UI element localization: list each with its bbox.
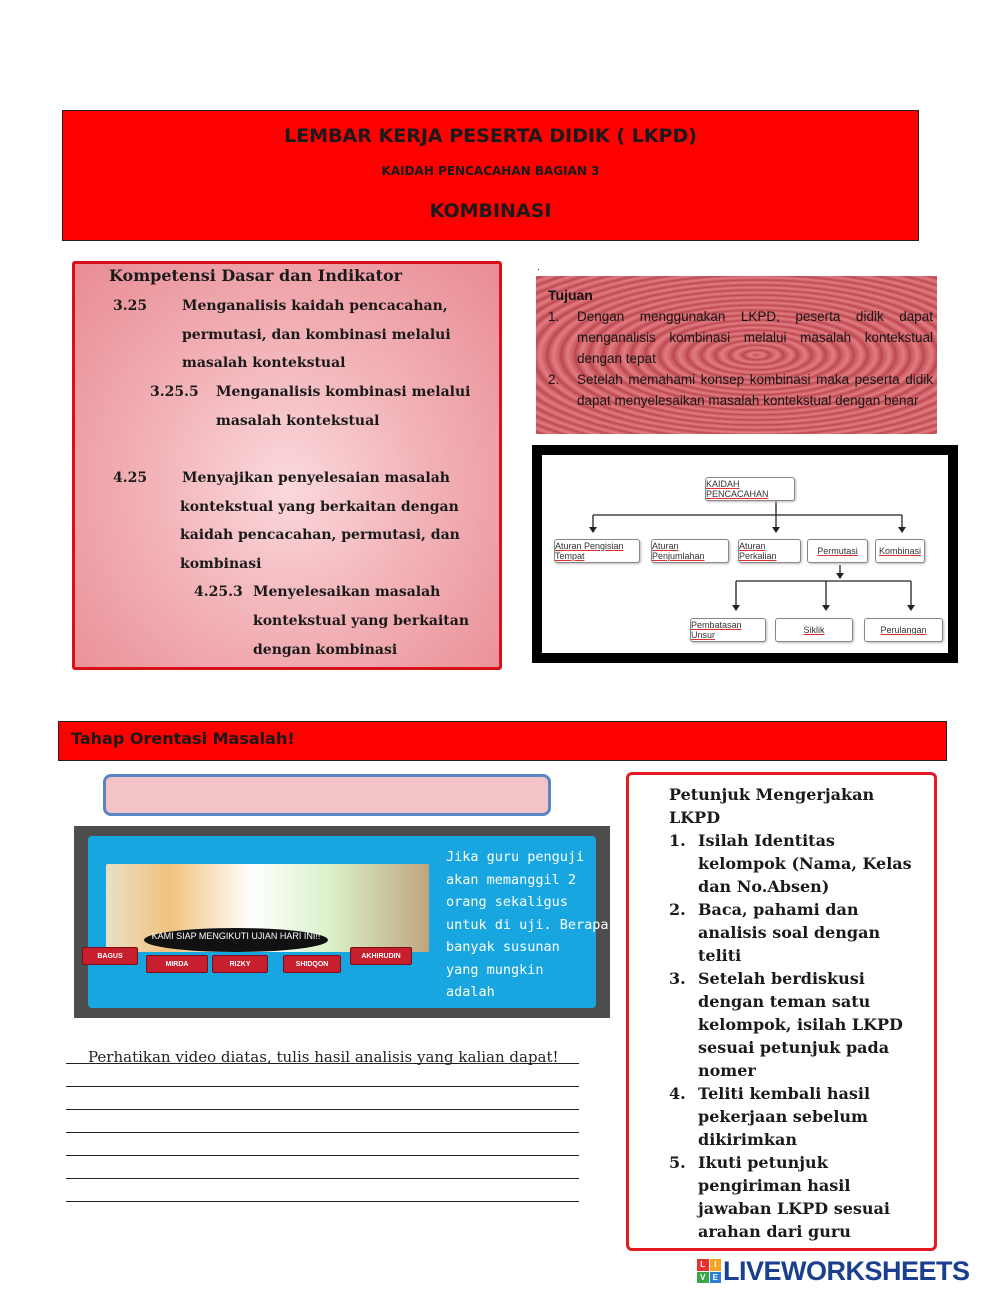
video-banner: KAMI SIAP MENGIKUTI UJIAN HARI INI!! bbox=[144, 928, 328, 952]
kd-line: kontekstual yang berkaitan dengan bbox=[180, 499, 459, 515]
indicator-line: Menganalisis kombinasi melalui bbox=[216, 384, 471, 400]
step-line: dan No.Absen) bbox=[698, 877, 830, 896]
step-line: dengan teman satu bbox=[698, 992, 871, 1011]
writing-line[interactable] bbox=[66, 1086, 579, 1087]
step-line: nomer bbox=[698, 1061, 756, 1080]
step-line: Isilah Identitas bbox=[698, 831, 835, 850]
worksheet-title: LEMBAR KERJA PESERTA DIDIK ( LKPD) bbox=[284, 125, 697, 147]
orientasi-title: Tahap Orentasi Masalah! bbox=[71, 729, 295, 748]
student-name-tag: MIRDA bbox=[146, 955, 208, 973]
video-player[interactable] bbox=[74, 826, 610, 1018]
petunjuk-step bbox=[669, 829, 931, 898]
step-number: 5. bbox=[669, 1153, 686, 1172]
analysis-instruction: Perhatikan video diatas, tulis hasil analisis yang kalian dapat! bbox=[88, 1048, 559, 1066]
kd-line: Menganalisis kaidah pencacahan, bbox=[182, 298, 448, 314]
step-line: kelompok, isilah LKPD bbox=[698, 1015, 903, 1034]
question-line: untuk di uji. Berapa bbox=[446, 916, 609, 933]
liveworksheets-wordmark: LIVEWORKSHEETS bbox=[723, 1255, 970, 1286]
petunjuk-step bbox=[669, 1082, 931, 1151]
stray-dot: . bbox=[537, 262, 540, 273]
step-number: 3. bbox=[669, 969, 686, 988]
tujuan-heading: Tujuan bbox=[548, 287, 593, 303]
diagram-node: Kombinasi bbox=[875, 539, 925, 563]
question-line: Jika guru penguji bbox=[446, 849, 585, 865]
indicator-number: 4.25.3 bbox=[194, 584, 243, 600]
step-line: arahan dari guru bbox=[698, 1222, 851, 1241]
logo-letter-tile: L bbox=[697, 1259, 709, 1271]
liveworksheets-logo[interactable] bbox=[697, 1257, 970, 1285]
step-line: pengiriman hasil bbox=[698, 1176, 851, 1195]
writing-line[interactable] bbox=[66, 1109, 579, 1110]
kaidah-pencacahan-diagram bbox=[532, 445, 958, 663]
step-line: sesuai petunjuk pada bbox=[698, 1038, 890, 1057]
kd-line: kombinasi bbox=[180, 556, 262, 572]
tujuan-item bbox=[548, 306, 933, 369]
writing-line[interactable] bbox=[66, 1063, 579, 1064]
step-line: analisis soal dengan bbox=[698, 923, 881, 942]
diagram-node: Permutasi bbox=[807, 539, 868, 563]
indicator-line: dengan kombinasi bbox=[253, 642, 398, 658]
diagram-node: Siklik bbox=[775, 618, 853, 642]
writing-line[interactable] bbox=[66, 1178, 579, 1179]
step-line: teliti bbox=[698, 946, 742, 965]
tujuan-box bbox=[536, 276, 937, 434]
diagram-root: KAIDAH PENCACAHAN bbox=[705, 477, 795, 501]
step-line: Baca, pahami dan bbox=[698, 900, 859, 919]
tujuan-item-text: Dengan menggunakan LKPD, peserta didik dapat menganalisis kombinasi melalui masalah kontekstual dengan tepat bbox=[577, 309, 933, 366]
kd-number: 3.25 bbox=[113, 298, 148, 314]
liveworksheets-logo-icon bbox=[697, 1259, 721, 1283]
indicator-line: kontekstual yang berkaitan bbox=[253, 613, 470, 629]
writing-line[interactable] bbox=[66, 1201, 579, 1202]
question-line: adalah bbox=[446, 984, 495, 1000]
logo-letter-tile: I bbox=[710, 1259, 722, 1271]
petunjuk-step bbox=[669, 1151, 931, 1243]
step-line: Teliti kembali hasil bbox=[698, 1084, 871, 1103]
logo-letter-tile: E bbox=[710, 1272, 722, 1284]
video-question bbox=[446, 846, 621, 1004]
step-number: 2. bbox=[669, 900, 686, 919]
writing-line[interactable] bbox=[66, 1132, 579, 1133]
tujuan-item bbox=[548, 369, 933, 411]
diagram-node: Aturan Penjumlahan bbox=[651, 539, 729, 563]
kd-line: Menyajikan penyelesaian masalah bbox=[182, 470, 450, 486]
student-name-tag: RIZKY bbox=[212, 955, 268, 973]
petunjuk-heading-line: LKPD bbox=[669, 808, 721, 827]
diagram-node: Aturan Perkalian bbox=[738, 539, 801, 563]
indicator-line: Menyelesaikan masalah bbox=[253, 584, 441, 600]
student-name-tag: AKHIRUDIN bbox=[350, 947, 412, 965]
step-line: jawaban LKPD sesuai bbox=[698, 1199, 890, 1218]
diagram-node: Perulangan bbox=[864, 618, 943, 642]
tujuan-item-number: 1. bbox=[548, 309, 560, 324]
petunjuk-step bbox=[669, 967, 931, 1082]
indicator-line: masalah kontekstual bbox=[216, 413, 380, 429]
kd-line: masalah kontekstual bbox=[182, 355, 346, 371]
worksheet-topic: KOMBINASI bbox=[429, 200, 552, 222]
worksheet-subtitle: KAIDAH PENCACAHAN BAGIAN 3 bbox=[381, 164, 600, 178]
student-name-tag: BAGUS bbox=[82, 947, 138, 965]
petunjuk-step bbox=[669, 898, 931, 967]
lkpd-header bbox=[62, 110, 919, 241]
question-line: yang mungkin bbox=[446, 961, 544, 978]
step-line: Setelah berdiskusi bbox=[698, 969, 865, 988]
question-line: orang sekaligus bbox=[446, 894, 568, 910]
tujuan-item-number: 2. bbox=[548, 372, 560, 387]
diagram-node: Pembatasan Unsur bbox=[690, 618, 766, 642]
answer-box[interactable] bbox=[103, 774, 551, 816]
petunjuk-heading bbox=[669, 783, 919, 829]
step-number: 1. bbox=[669, 831, 686, 850]
kd-line: kaidah pencacahan, permutasi, dan bbox=[180, 527, 460, 543]
step-line: dikirimkan bbox=[698, 1130, 797, 1149]
question-line: banyak susunan bbox=[446, 939, 560, 955]
student-name-tag: SHIDQON bbox=[283, 955, 341, 973]
petunjuk-box bbox=[626, 772, 937, 1251]
kompetensi-dasar-box bbox=[72, 261, 502, 670]
writing-line[interactable] bbox=[66, 1155, 579, 1156]
orientasi-masalah-bar bbox=[58, 721, 947, 761]
step-line: kelompok (Nama, Kelas bbox=[698, 854, 912, 873]
step-line: Ikuti petunjuk bbox=[698, 1153, 828, 1172]
tujuan-item-text: Setelah memahami konsep kombinasi maka peserta didik dapat menyelesaikan masalah kontekstual dengan benar bbox=[577, 372, 933, 408]
step-number: 4. bbox=[669, 1084, 686, 1103]
kd-title: Kompetensi Dasar dan Indikator bbox=[109, 266, 403, 285]
kd-number: 4.25 bbox=[113, 470, 148, 486]
logo-letter-tile: V bbox=[697, 1272, 709, 1284]
step-line: pekerjaan sebelum bbox=[698, 1107, 868, 1126]
diagram-node: Aturan Pengisian Tempat bbox=[554, 539, 640, 563]
question-line: akan memanggil 2 bbox=[446, 871, 577, 888]
indicator-number: 3.25.5 bbox=[150, 384, 199, 400]
video-frame[interactable] bbox=[88, 836, 609, 1008]
petunjuk-heading-line: Petunjuk Mengerjakan bbox=[669, 785, 875, 804]
kd-line: permutasi, dan kombinasi melalui bbox=[182, 327, 451, 343]
